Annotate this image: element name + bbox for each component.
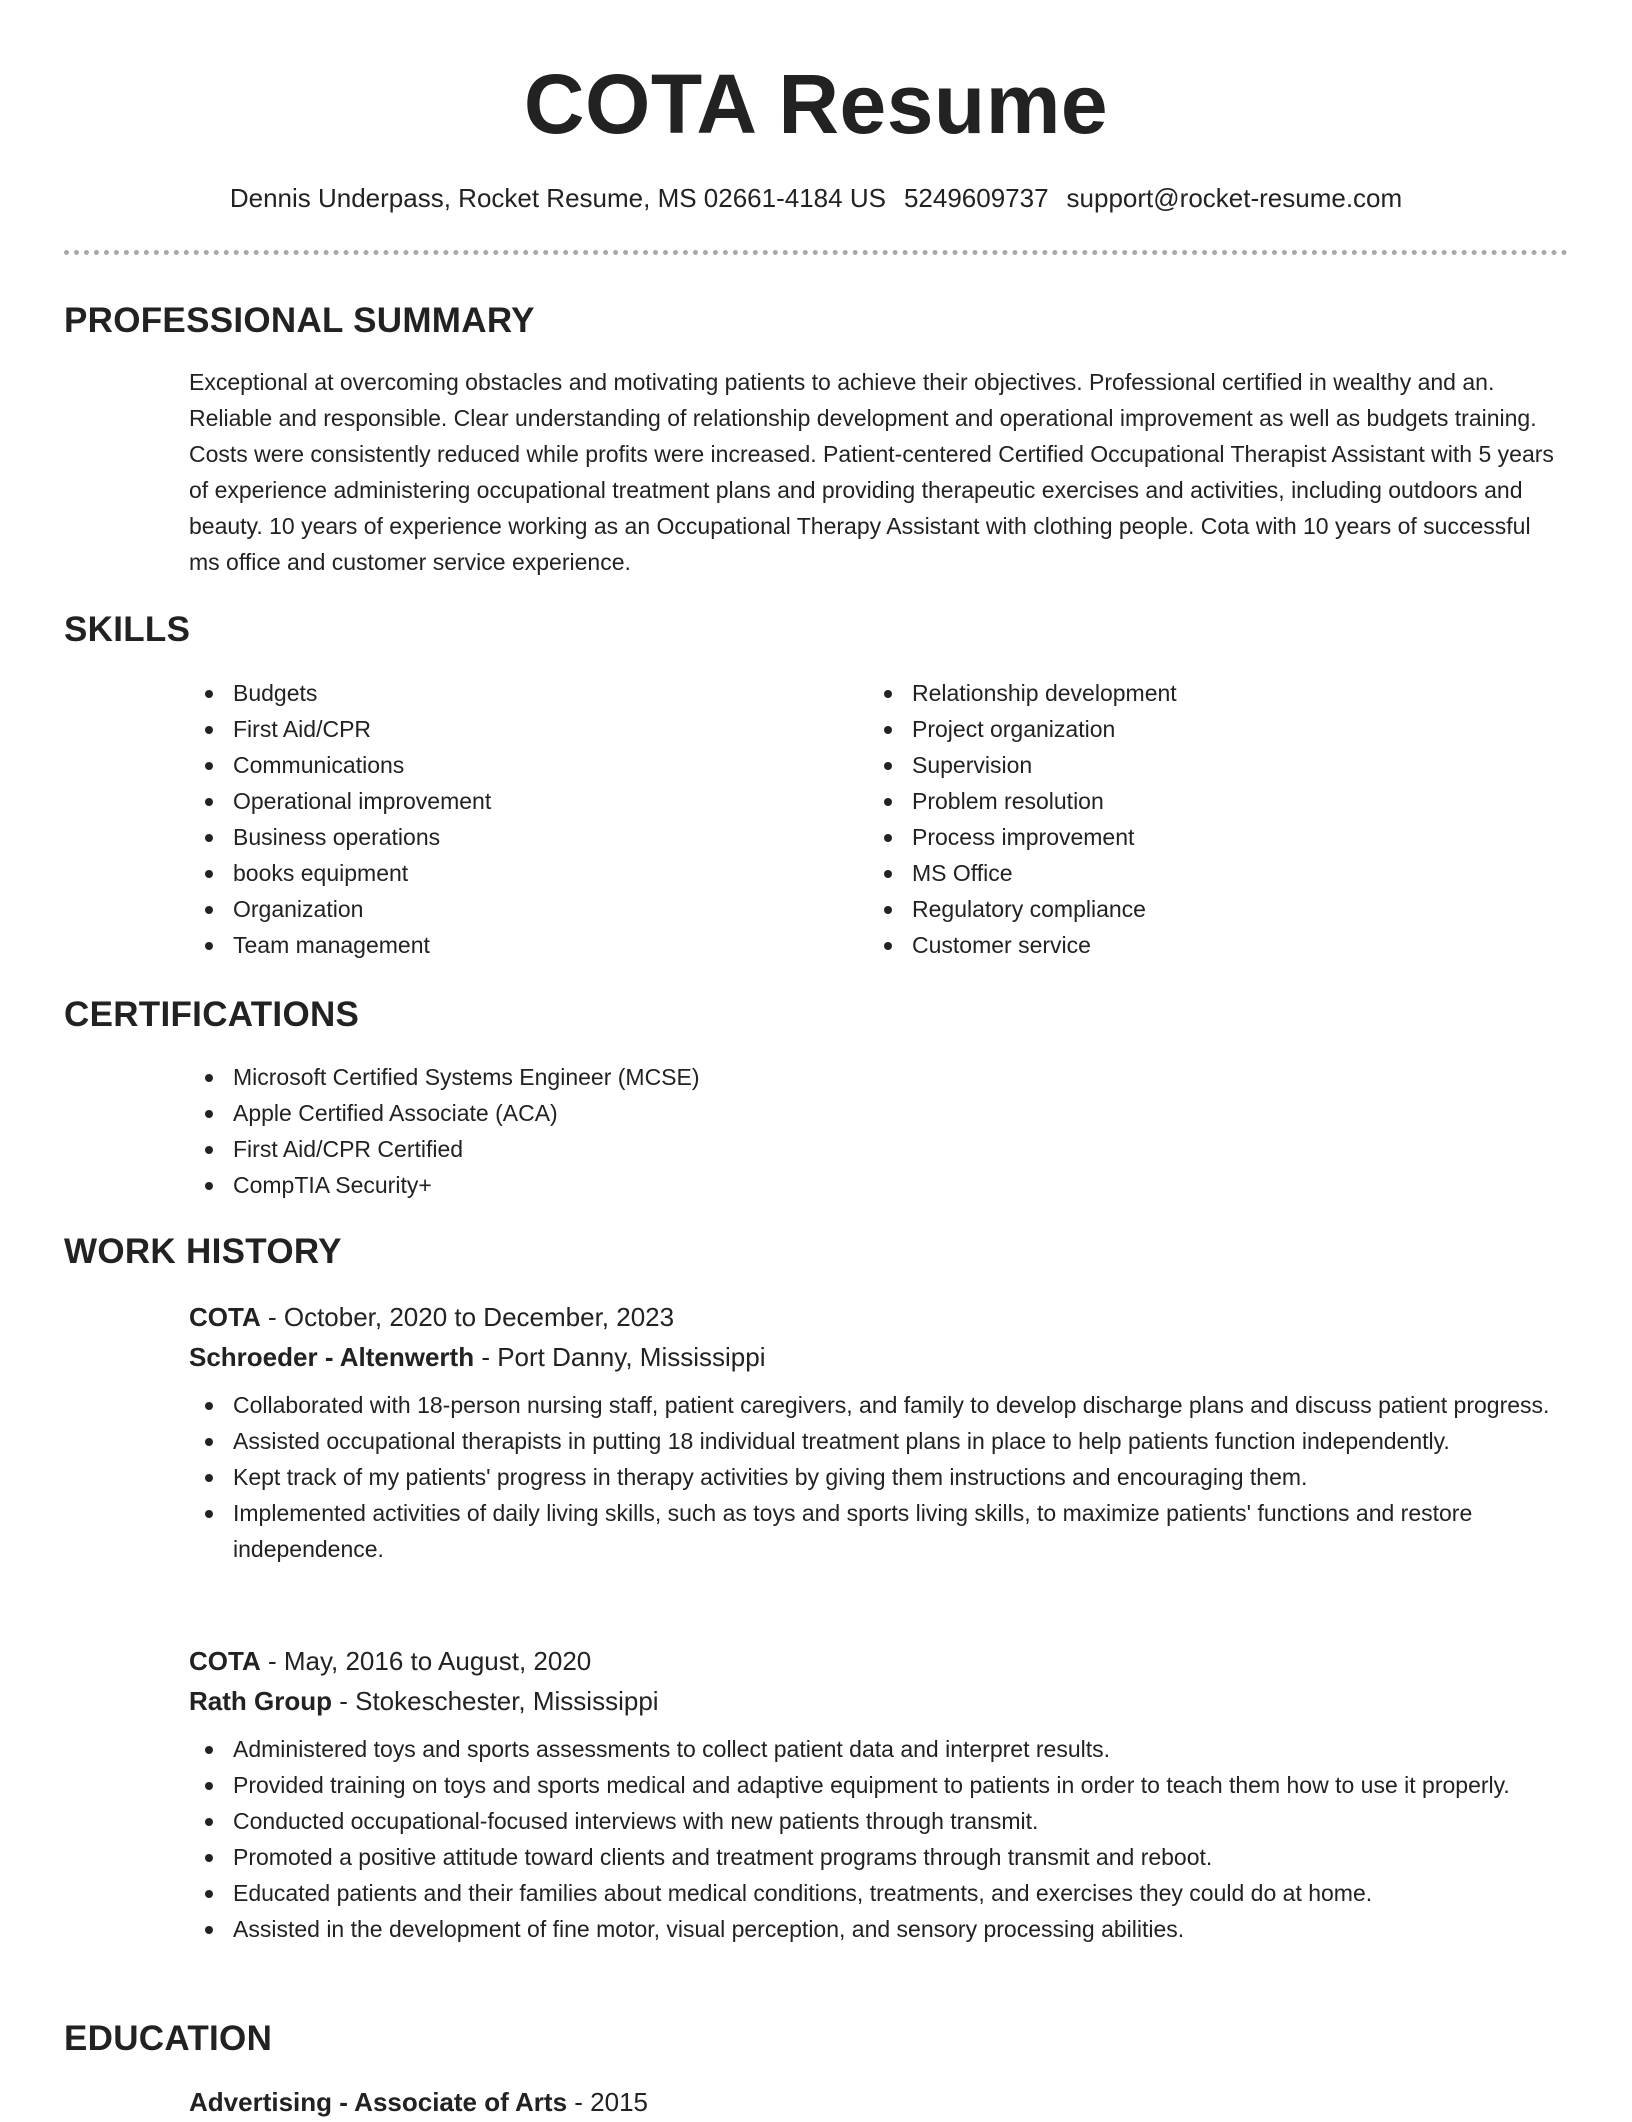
job-title: COTA [189, 1646, 261, 1676]
skill-item: Communications [189, 747, 829, 783]
education-section [64, 2016, 1568, 2062]
job-dates: - October, 2020 to December, 2023 [260, 1302, 675, 1332]
certification-item: CompTIA Security+ [189, 1167, 1189, 1203]
skill-item: Budgets [189, 675, 829, 711]
job-title-line [189, 1297, 1569, 1337]
education-entry [189, 2082, 1189, 2122]
certification-item: First Aid/CPR Certified [189, 1131, 1189, 1167]
education-year: - 2015 [567, 2087, 648, 2117]
skill-item: Organization [189, 891, 829, 927]
skill-item: First Aid/CPR [189, 711, 829, 747]
skills-section [64, 607, 1568, 653]
job-title: COTA [189, 1302, 261, 1332]
job-location: - Stokeschester, Mississippi [332, 1686, 659, 1716]
education-line [189, 2082, 1189, 2122]
certification-item: Apple Certified Associate (ACA) [189, 1095, 1189, 1131]
job-bullet: Educated patients and their families about medical conditions, treatments, and exercises they could do at home. [189, 1875, 1569, 1911]
certification-item: Microsoft Certified Systems Engineer (MCSE) [189, 1059, 1189, 1095]
skills-right-column [868, 675, 1508, 963]
skill-item: Process improvement [868, 819, 1508, 855]
skill-item: Project organization [868, 711, 1508, 747]
work-section [64, 1229, 1568, 1275]
job-bullet: Conducted occupational-focused interviews with new patients through transmit. [189, 1803, 1569, 1839]
job-bullet: Assisted in the development of fine motor, visual perception, and sensory processing abilities. [189, 1911, 1569, 1947]
job-company: Rath Group [189, 1686, 332, 1716]
job-bullet: Implemented activities of daily living skills, such as toys and sports living skills, to maximize patients' functions and restore independence. [189, 1495, 1569, 1567]
education-degree: Advertising - Associate of Arts [189, 2087, 568, 2117]
job-location: - Port Danny, Mississippi [474, 1342, 766, 1372]
job-company: Schroeder - Altenwerth [189, 1342, 475, 1372]
contact-address: Dennis Underpass, Rocket Resume, MS 02661-4184 US [229, 183, 886, 213]
education-heading: EDUCATION [64, 2019, 273, 2058]
certifications-list [189, 1059, 1189, 1203]
job-bullet: Promoted a positive attitude toward clients and treatment programs through transmit and reboot. [189, 1839, 1569, 1875]
certifications-section [64, 992, 1568, 1038]
job-dates: - May, 2016 to August, 2020 [260, 1646, 592, 1676]
summary-section [64, 298, 1568, 344]
job-entry [189, 1297, 1569, 1567]
skill-item: Business operations [189, 819, 829, 855]
header-divider [64, 250, 1568, 255]
skill-item: books equipment [189, 855, 829, 891]
skills-heading: SKILLS [64, 610, 191, 649]
skill-item: Problem resolution [868, 783, 1508, 819]
job-bullet: Assisted occupational therapists in putting 18 individual treatment plans in place to help patients function independently. [189, 1423, 1569, 1459]
skill-item: Relationship development [868, 675, 1508, 711]
skills-left-column [189, 675, 829, 963]
certifications-heading: CERTIFICATIONS [64, 995, 360, 1034]
contact-line [0, 180, 1632, 216]
job-bullet: Kept track of my patients' progress in therapy activities by giving them instructions and encouraging them. [189, 1459, 1569, 1495]
skill-item: Team management [189, 927, 829, 963]
skill-item: MS Office [868, 855, 1508, 891]
resume-title: COTA Resume [523, 57, 1109, 151]
job-entry [189, 1641, 1569, 1947]
job-bullet: Collaborated with 18-person nursing staff, patient caregivers, and family to develop discharge plans and discuss patient progress. [189, 1387, 1569, 1423]
work-heading: WORK HISTORY [64, 1232, 342, 1271]
job-company-line [189, 1337, 1569, 1377]
job-company-line [189, 1681, 1569, 1721]
job-title-line [189, 1641, 1569, 1681]
contact-email: support@rocket-resume.com [1066, 183, 1403, 213]
skill-item: Supervision [868, 747, 1508, 783]
summary-text: Exceptional at overcoming obstacles and motivating patients to achieve their objectives. Professional certified in wealthy and an. Reliable and responsible. Clear understanding of relationship development and operational improvement as well as budgets training. Costs were consistently reduced while profits were increased. Patient-centered Certified Occupational Therapist Assistant with 5 years of experience administering occupational treatment plans and providing therapeutic exercises and activities, including outdoors and beauty. 10 years of experience working as an Occupational Therapy Assistant with clothing people. Cota with 10 years of successful ms office and customer service experience. [189, 369, 1554, 575]
skill-item: Regulatory compliance [868, 891, 1508, 927]
job-bullet: Administered toys and sports assessments to collect patient data and interpret results. [189, 1731, 1569, 1767]
skill-item: Customer service [868, 927, 1508, 963]
skill-item: Operational improvement [189, 783, 829, 819]
summary-heading: PROFESSIONAL SUMMARY [64, 301, 535, 340]
job-bullet: Provided training on toys and sports medical and adaptive equipment to patients in order to teach them how to use it properly. [189, 1767, 1569, 1803]
contact-phone: 5249609737 [903, 183, 1049, 213]
